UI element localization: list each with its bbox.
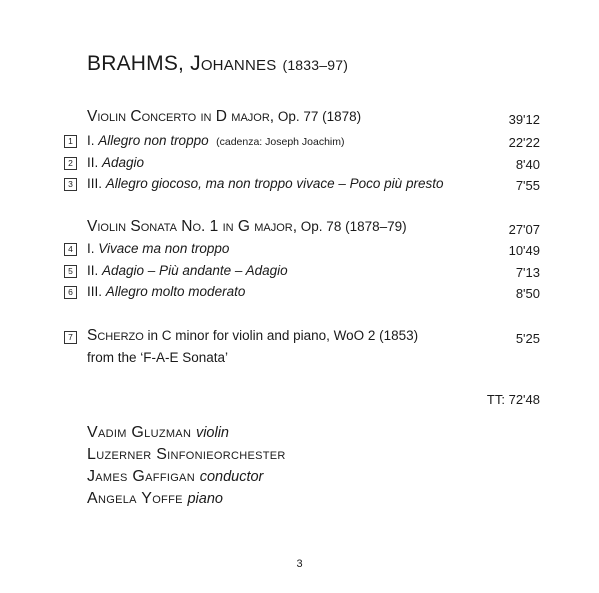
movement-duration: 22'22: [508, 135, 540, 150]
movement-numeral: I.: [87, 241, 99, 256]
performer-line: [87, 468, 263, 486]
movement-tempo: Vivace ma non troppo: [98, 241, 230, 256]
performer-name: Vadim Gluzman: [87, 424, 192, 441]
movement-duration: 7'13: [515, 265, 540, 280]
track-number: 2: [64, 157, 77, 170]
performer-name: James Gaffigan: [87, 468, 195, 485]
movement-tempo: Adagio: [102, 155, 145, 170]
movement-tempo: Adagio – Più andante – Adagio: [102, 263, 288, 278]
page-number: 3: [296, 558, 303, 570]
composer-name: BRAHMS, Johannes: [87, 52, 277, 75]
work-title-violin-sonata: [87, 218, 407, 236]
track-number: 4: [64, 243, 77, 256]
movement-note: (cadenza: Joseph Joachim): [216, 136, 345, 148]
work-subtitle: from the ‘F-A-E Sonata’: [87, 350, 229, 365]
work-title-opus: Op. 77 (1878): [274, 109, 362, 124]
track-number: 7: [64, 331, 77, 344]
track-number: 1: [64, 135, 77, 148]
movement-duration: 10'49: [508, 243, 540, 258]
work-title-main: Scherzo: [87, 327, 144, 344]
work-title-violin-concerto: [87, 108, 361, 126]
work-title-scherzo: [87, 327, 418, 345]
total-time: TT: 72'48: [486, 392, 540, 407]
movement-tempo: Allegro giocoso, ma non troppo vivace – Poco più presto: [105, 176, 444, 191]
work-duration: 39'12: [508, 112, 540, 127]
performer-line: [87, 424, 229, 442]
movement-title: [87, 155, 144, 170]
movement-title: [87, 176, 443, 191]
movement-title: [87, 133, 345, 148]
work-title-rest: in C minor for violin and piano, WoO 2 (1853): [143, 328, 419, 343]
movement-tempo: Allegro molto moderato: [105, 284, 246, 299]
track-number: 3: [64, 178, 77, 191]
movement-title: [87, 241, 229, 256]
track-number: 5: [64, 265, 77, 278]
movement-numeral: I.: [87, 133, 99, 148]
work-duration: 27'07: [508, 222, 540, 237]
movement-duration: 7'55: [515, 178, 540, 193]
performer-role: violin: [195, 425, 229, 441]
performer-name: Angela Yoffe: [87, 490, 183, 507]
performer-name: Luzerner Sinfonieorchester: [87, 446, 286, 463]
performer-role: conductor: [199, 469, 264, 485]
movement-duration: 8'50: [515, 286, 540, 301]
work-duration: 5'25: [515, 331, 540, 346]
movement-numeral: III.: [87, 176, 106, 191]
work-title-opus: Op. 78 (1878–79): [297, 219, 407, 234]
work-title-main: Violin Sonata No. 1 in G major,: [87, 218, 298, 235]
performer-line: [87, 490, 223, 508]
movement-title: [87, 263, 288, 278]
movement-title: [87, 284, 245, 299]
movement-tempo: Allegro non troppo: [98, 133, 209, 148]
movement-numeral: III.: [87, 284, 106, 299]
performer-line: [87, 446, 286, 464]
performer-role: piano: [187, 491, 223, 507]
movement-numeral: II.: [87, 155, 103, 170]
work-title-main: Violin Concerto in D major,: [87, 108, 275, 125]
track-number: 6: [64, 286, 77, 299]
composer-heading: [87, 52, 348, 76]
movement-duration: 8'40: [515, 157, 540, 172]
movement-numeral: II.: [87, 263, 103, 278]
composer-dates: (1833–97): [282, 57, 349, 73]
